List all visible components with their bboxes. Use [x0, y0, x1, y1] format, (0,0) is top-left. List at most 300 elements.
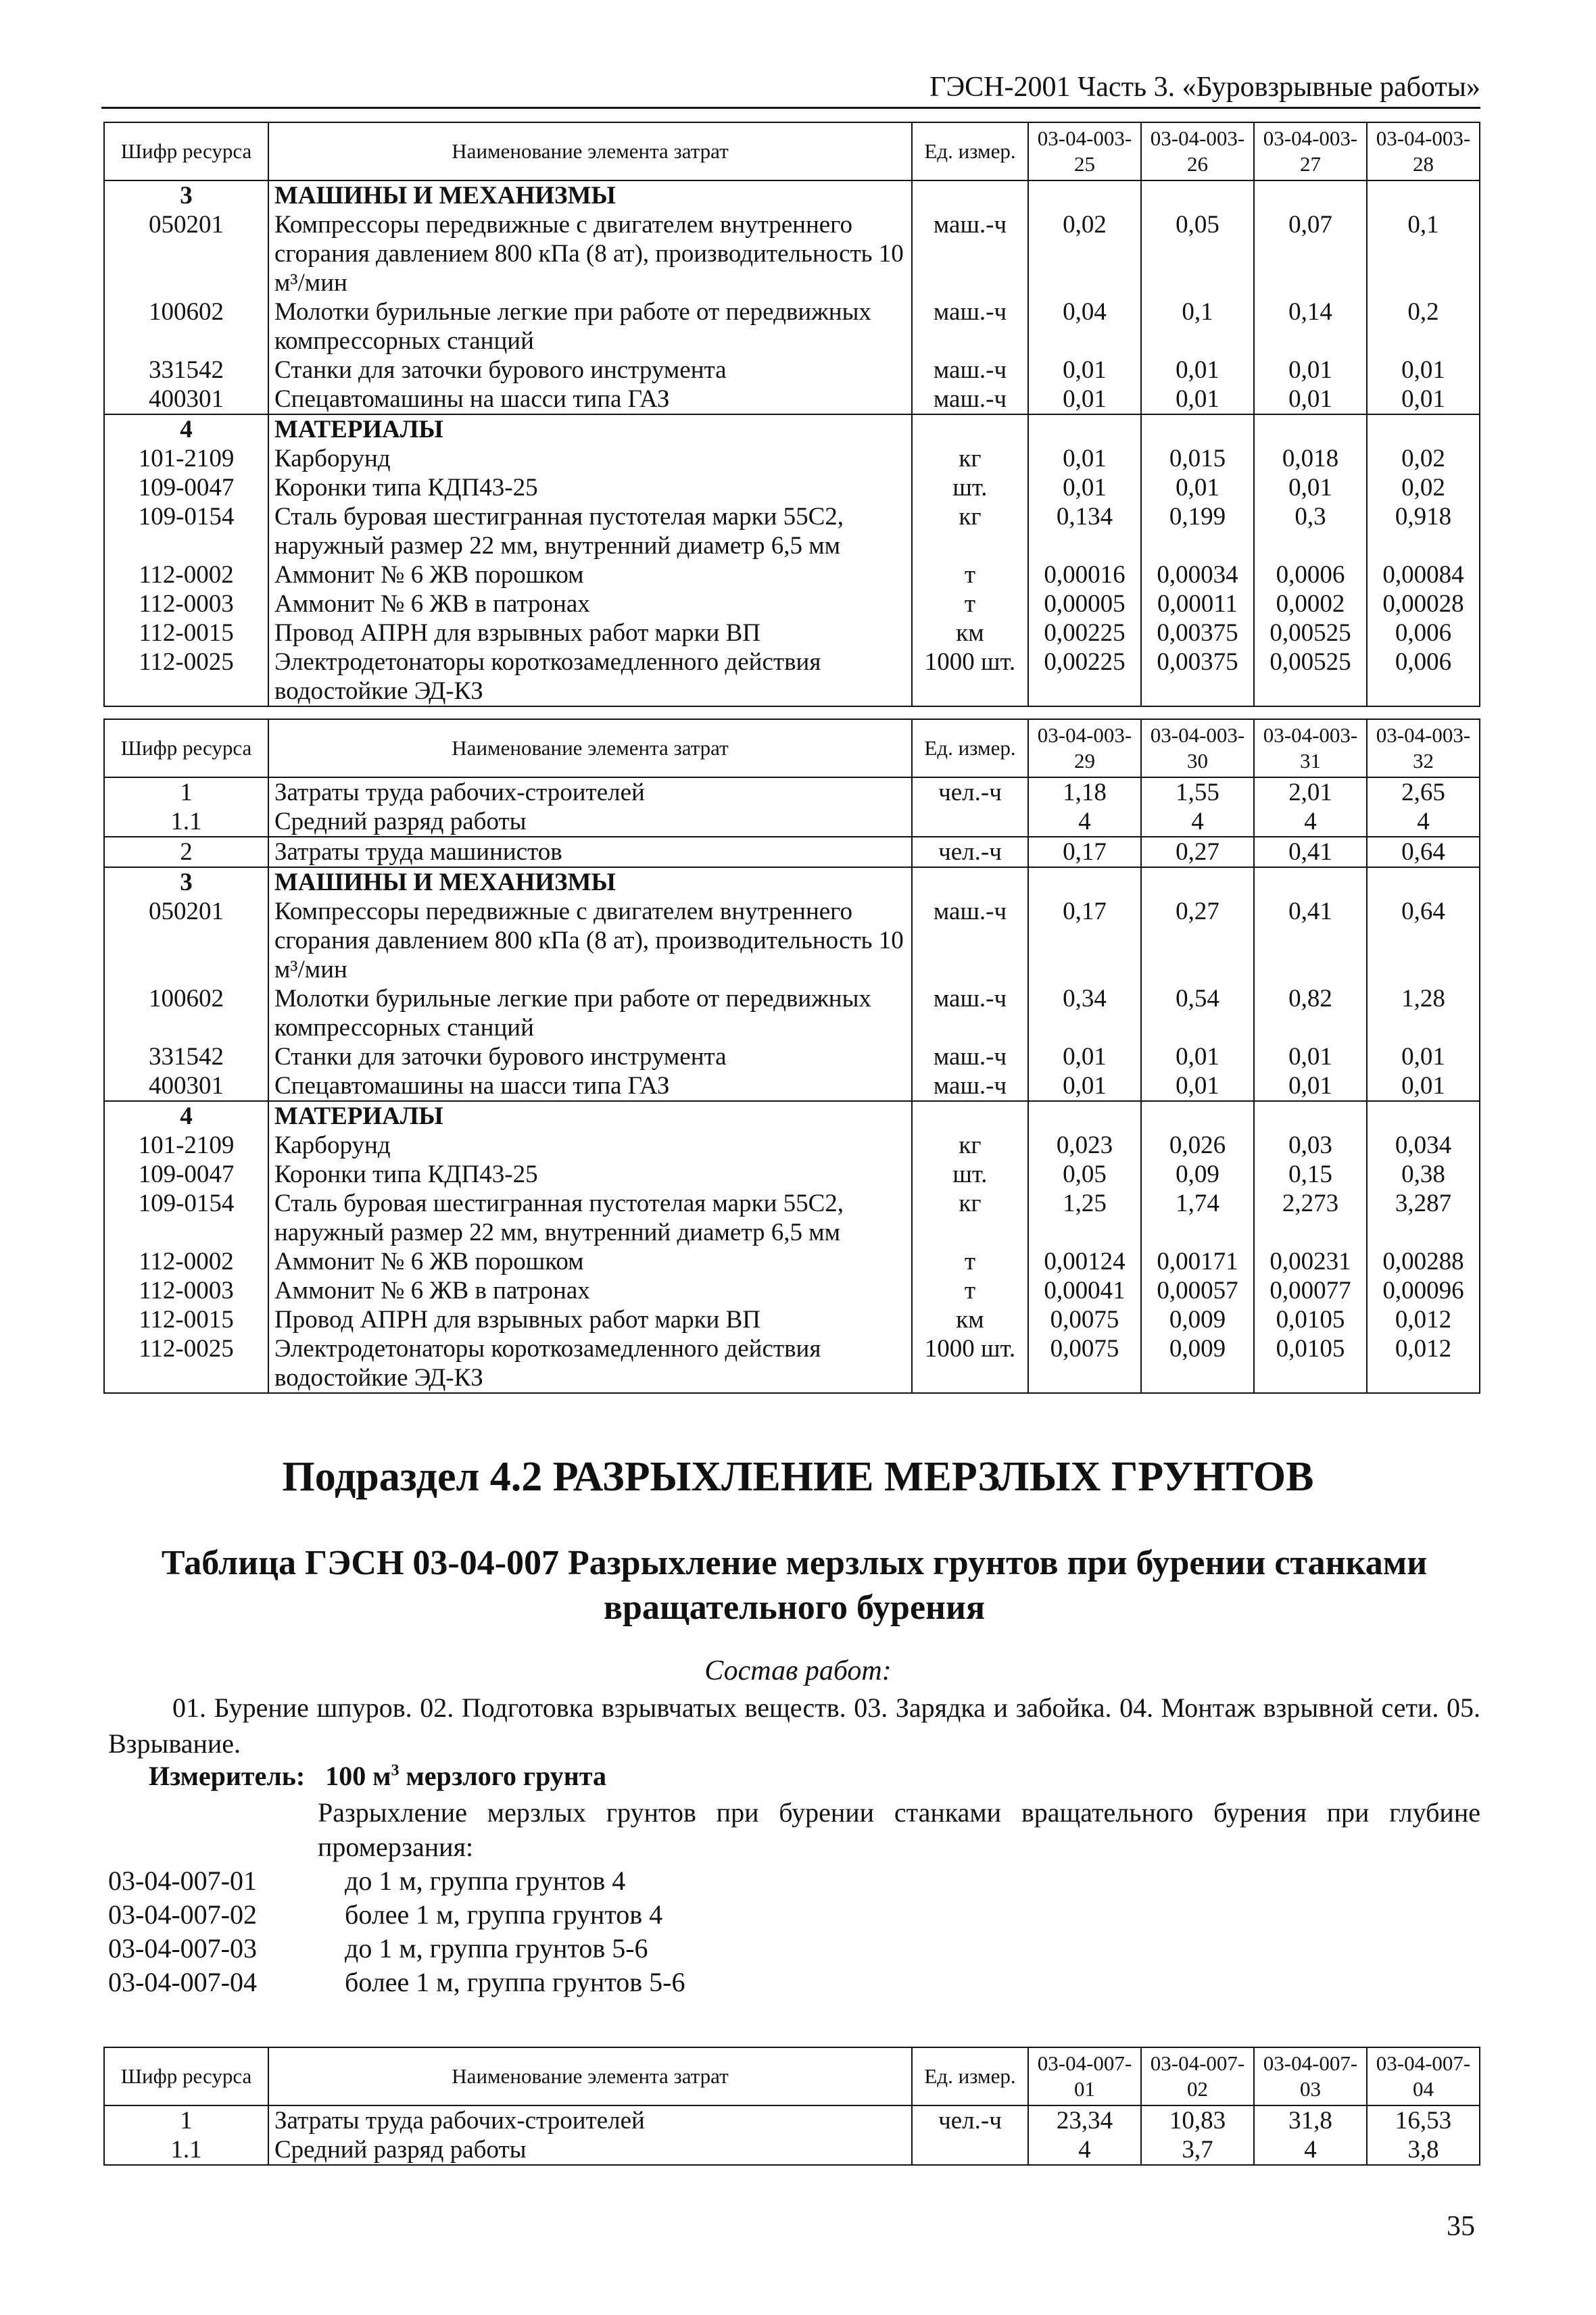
resource-unit: т — [912, 1276, 1028, 1305]
resource-unit: 1000 шт. — [912, 648, 1028, 706]
norm-value: 0,0002 — [1254, 589, 1367, 618]
norm-value — [1367, 867, 1480, 897]
norm-value: 3,287 — [1367, 1189, 1480, 1247]
col-header-norm: 03-04-003-32 — [1367, 719, 1480, 777]
norm-item — [108, 1864, 625, 1898]
norm-value: 0,023 — [1028, 1131, 1141, 1160]
norm-value: 0,01 — [1028, 385, 1141, 414]
norm-value: 0,00124 — [1028, 1247, 1141, 1276]
norm-value: 0,009 — [1141, 1305, 1254, 1334]
resource-name: Электродетонаторы короткозамедленного действия водостойкие ЭД-КЗ — [268, 648, 912, 706]
norm-value: 0,17 — [1028, 897, 1141, 984]
norm-value: 0,03 — [1254, 1131, 1367, 1160]
norm-value: 0,00375 — [1141, 618, 1254, 648]
norm-value: 0,00375 — [1141, 648, 1254, 706]
resource-code: 050201 — [104, 210, 268, 297]
resource-unit: маш.-ч — [912, 356, 1028, 385]
norm-value: 0,00225 — [1028, 648, 1141, 706]
resource-name: Коронки типа КДП43-25 — [268, 1160, 912, 1189]
measurement-unit — [149, 1760, 606, 1792]
resource-name: Электродетонаторы короткозамедленного действия водостойкие ЭД-КЗ — [268, 1334, 912, 1393]
norm-value: 0,09 — [1141, 1160, 1254, 1189]
norm-value: 0,00011 — [1141, 589, 1254, 618]
col-header-norm: 03-04-003-29 — [1028, 719, 1141, 777]
resource-code: 112-0002 — [104, 1247, 268, 1276]
norm-value — [1254, 180, 1367, 210]
resource-unit: т — [912, 560, 1028, 589]
table-row — [104, 473, 1480, 502]
resource-name: Компрессоры передвижные с двигателем внутреннего сгорания давлением 800 кПа (8 ат), производительность 10 м³/мин — [268, 897, 912, 984]
norm-value: 4 — [1254, 2135, 1367, 2165]
resource-code: 1.1 — [104, 2135, 268, 2165]
norm-value: 0,01 — [1141, 1042, 1254, 1071]
norm-value: 0,01 — [1367, 356, 1480, 385]
resource-name: Молотки бурильные легкие при работе от передвижных компрессорных станций — [268, 984, 912, 1042]
resource-unit — [912, 414, 1028, 444]
col-header-code: Шифр ресурса — [104, 719, 268, 777]
table-row — [104, 356, 1480, 385]
resource-code: 400301 — [104, 1071, 268, 1101]
section-row — [104, 414, 1480, 444]
table-row — [104, 2135, 1480, 2165]
resource-unit: чел.-ч — [912, 2105, 1028, 2135]
norm-value: 1,74 — [1141, 1189, 1254, 1247]
norm-value: 0,01 — [1254, 356, 1367, 385]
norm-value — [1141, 180, 1254, 210]
table-row — [104, 1042, 1480, 1071]
resource-name: Затраты труда рабочих-строителей — [268, 2105, 912, 2135]
resource-unit: км — [912, 1305, 1028, 1334]
page-number: 35 — [1447, 2211, 1475, 2242]
norm-value: 0,026 — [1141, 1131, 1254, 1160]
col-header-name: Наименование элемента затрат — [268, 719, 912, 777]
col-header-norm: 03-04-003-25 — [1028, 122, 1141, 180]
norm-value: 0,01 — [1028, 444, 1141, 473]
norm-value: 0,006 — [1367, 648, 1480, 706]
norm-value: 0,01 — [1141, 385, 1254, 414]
resource-name: Спецавтомашины на шасси типа ГАЗ — [268, 1071, 912, 1101]
norm-text: до 1 м, группа грунтов 4 — [345, 1866, 626, 1896]
table-row — [104, 618, 1480, 648]
norm-value: 2,65 — [1367, 777, 1480, 807]
table-row — [104, 837, 1480, 867]
resource-name: Станки для заточки бурового инструмента — [268, 1042, 912, 1071]
norm-value: 0,00171 — [1141, 1247, 1254, 1276]
norm-value: 0,01 — [1141, 473, 1254, 502]
resource-unit: маш.-ч — [912, 297, 1028, 356]
norm-value: 0,02 — [1367, 473, 1480, 502]
norm-value: 0,2 — [1367, 297, 1480, 356]
resource-unit: чел.-ч — [912, 837, 1028, 867]
resource-code: 1 — [104, 777, 268, 807]
resource-name: Карборунд — [268, 1131, 912, 1160]
norm-item — [108, 1898, 662, 1932]
norm-value: 0,01 — [1367, 385, 1480, 414]
norm-value: 0,0105 — [1254, 1305, 1367, 1334]
resource-code: 331542 — [104, 1042, 268, 1071]
norm-code: 03-04-007-04 — [108, 1967, 257, 1997]
norm-value: 0,05 — [1028, 1160, 1141, 1189]
table-row — [104, 1071, 1480, 1101]
norm-value: 0,27 — [1141, 897, 1254, 984]
norm-value: 0,01 — [1367, 1042, 1480, 1071]
table-header-row — [104, 2047, 1480, 2105]
table-row — [104, 1276, 1480, 1305]
norm-text: более 1 м, группа грунтов 5-6 — [345, 1967, 685, 1997]
norm-value: 2,273 — [1254, 1189, 1367, 1247]
resource-code: 331542 — [104, 356, 268, 385]
norm-value: 0,00077 — [1254, 1276, 1367, 1305]
norm-value: 0,00525 — [1254, 648, 1367, 706]
resource-name: Сталь буровая шестигранная пустотелая марки 55С2, наружный размер 22 мм, внутренний диаметр 6,5 мм — [268, 502, 912, 560]
resource-unit: маш.-ч — [912, 1071, 1028, 1101]
norm-value: 0,0075 — [1028, 1305, 1141, 1334]
resource-code: 101-2109 — [104, 1131, 268, 1160]
norm-value: 0,27 — [1141, 837, 1254, 867]
norm-value: 0,04 — [1028, 297, 1141, 356]
resource-name: Станки для заточки бурового инструмента — [268, 356, 912, 385]
norm-value: 0,034 — [1367, 1131, 1480, 1160]
norm-value: 0,38 — [1367, 1160, 1480, 1189]
resource-unit: т — [912, 1247, 1028, 1276]
resource-name: Аммонит № 6 ЖВ в патронах — [268, 1276, 912, 1305]
resource-name: Аммонит № 6 ЖВ в патронах — [268, 589, 912, 618]
table-row — [104, 1160, 1480, 1189]
norm-value: 0,0006 — [1254, 560, 1367, 589]
resource-name: Молотки бурильные легкие при работе от передвижных компрессорных станций — [268, 297, 912, 356]
norm-value: 0,01 — [1367, 1071, 1480, 1101]
norm-value: 4 — [1254, 807, 1367, 837]
resource-unit: шт. — [912, 473, 1028, 502]
resource-table-007-01-04 — [103, 2047, 1480, 2166]
norm-value: 0,00057 — [1141, 1276, 1254, 1305]
norm-value: 0,01 — [1028, 473, 1141, 502]
resource-name: Аммонит № 6 ЖВ порошком — [268, 1247, 912, 1276]
resource-name: Средний разряд работы — [268, 807, 912, 837]
norm-value: 0,01 — [1254, 473, 1367, 502]
section-row — [104, 1101, 1480, 1131]
resource-code: 109-0154 — [104, 502, 268, 560]
table-row — [104, 1305, 1480, 1334]
norm-value: 1,25 — [1028, 1189, 1141, 1247]
resource-unit — [912, 2135, 1028, 2165]
table-row — [104, 502, 1480, 560]
norm-value: 0,15 — [1254, 1160, 1367, 1189]
resource-code: 112-0003 — [104, 1276, 268, 1305]
meter-sup: 3 — [391, 1761, 400, 1780]
norm-value: 0,01 — [1141, 1071, 1254, 1101]
norm-value — [1367, 1101, 1480, 1131]
resource-name: Затраты труда машинистов — [268, 837, 912, 867]
norm-value: 0,00084 — [1367, 560, 1480, 589]
norm-code: 03-04-007-01 — [108, 1866, 257, 1896]
table-row — [104, 210, 1480, 297]
resource-name: МАШИНЫ И МЕХАНИЗМЫ — [268, 180, 912, 210]
resource-code: 112-0003 — [104, 589, 268, 618]
col-header-norm: 03-04-007-01 — [1028, 2047, 1141, 2105]
resource-code: 112-0015 — [104, 1305, 268, 1334]
table-row — [104, 807, 1480, 837]
norm-value: 0,54 — [1141, 984, 1254, 1042]
resource-code: 112-0025 — [104, 648, 268, 706]
norm-value: 0,00016 — [1028, 560, 1141, 589]
norm-value: 31,8 — [1254, 2105, 1367, 2135]
norm-value: 0,01 — [1254, 1042, 1367, 1071]
work-composition-text: 01. Бурение шпуров. 02. Подготовка взрывчатых веществ. 03. Зарядка и забойка. 04. Монтаж взрывной сети. 05. Взрывание. — [108, 1692, 1480, 1759]
resource-name: МАТЕРИАЛЫ — [268, 1101, 912, 1131]
col-header-norm: 03-04-003-31 — [1254, 719, 1367, 777]
norm-value: 0,1 — [1141, 297, 1254, 356]
running-header: ГЭСН-2001 Часть 3. «Буровзрывные работы» — [101, 68, 1480, 109]
norm-value — [1367, 180, 1480, 210]
norm-value: 0,00288 — [1367, 1247, 1480, 1276]
norm-value: 0,199 — [1141, 502, 1254, 560]
resource-unit — [912, 867, 1028, 897]
resource-name: Провод АПРН для взрывных работ марки ВП — [268, 618, 912, 648]
table-row — [104, 297, 1480, 356]
norm-value: 2,01 — [1254, 777, 1367, 807]
norm-value: 4 — [1028, 2135, 1141, 2165]
table-row — [104, 2105, 1480, 2135]
resource-unit: кг — [912, 1189, 1028, 1247]
norm-value: 0,17 — [1028, 837, 1141, 867]
norm-value: 0,41 — [1254, 837, 1367, 867]
norm-value: 0,015 — [1141, 444, 1254, 473]
resource-name: Компрессоры передвижные с двигателем внутреннего сгорания давлением 800 кПа (8 ат), производительность 10 м³/мин — [268, 210, 912, 297]
section-row — [104, 180, 1480, 210]
norm-value: 0,05 — [1141, 210, 1254, 297]
norm-value: 0,0105 — [1254, 1334, 1367, 1393]
table-row — [104, 648, 1480, 706]
norm-value: 0,01 — [1028, 356, 1141, 385]
norm-value: 0,14 — [1254, 297, 1367, 356]
meter-value: 100 м — [325, 1761, 391, 1791]
resource-unit: маш.-ч — [912, 1042, 1028, 1071]
col-header-unit: Ед. измер. — [912, 122, 1028, 180]
resource-unit: кг — [912, 502, 1028, 560]
norm-value: 0,01 — [1028, 1071, 1141, 1101]
norm-value: 0,02 — [1367, 444, 1480, 473]
resource-code: 4 — [104, 1101, 268, 1131]
resource-code: 050201 — [104, 897, 268, 984]
resource-code: 3 — [104, 180, 268, 210]
norm-value: 0,07 — [1254, 210, 1367, 297]
norm-value: 0,82 — [1254, 984, 1367, 1042]
norm-value: 0,00041 — [1028, 1276, 1141, 1305]
resource-name: МАТЕРИАЛЫ — [268, 414, 912, 444]
norm-text: до 1 м, группа грунтов 5-6 — [345, 1933, 648, 1964]
section-row — [104, 867, 1480, 897]
resource-unit: маш.-ч — [912, 385, 1028, 414]
norm-description: Разрыхление мерзлых грунтов при бурении станками вращательного бурения при глубине промерзания: — [318, 1797, 1480, 1862]
col-header-unit: Ед. измер. — [912, 2047, 1028, 2105]
resource-unit: т — [912, 589, 1028, 618]
norm-value: 0,64 — [1367, 897, 1480, 984]
norm-value: 0,00525 — [1254, 618, 1367, 648]
resource-name: Сталь буровая шестигранная пустотелая марки 55С2, наружный размер 22 мм, внутренний диаметр 6,5 мм — [268, 1189, 912, 1247]
col-header-norm: 03-04-003-26 — [1141, 122, 1254, 180]
resource-code: 400301 — [104, 385, 268, 414]
table-body — [104, 2105, 1480, 2165]
norm-value: 23,34 — [1028, 2105, 1141, 2135]
col-header-norm: 03-04-003-27 — [1254, 122, 1367, 180]
norm-value — [1028, 1101, 1141, 1131]
norm-value: 3,8 — [1367, 2135, 1480, 2165]
norm-value: 4 — [1367, 807, 1480, 837]
resource-code: 112-0002 — [104, 560, 268, 589]
norm-value: 0,00225 — [1028, 618, 1141, 648]
norm-value: 0,918 — [1367, 502, 1480, 560]
resource-code: 112-0015 — [104, 618, 268, 648]
norm-value: 3,7 — [1141, 2135, 1254, 2165]
table-header-row — [104, 122, 1480, 180]
resource-name: Спецавтомашины на шасси типа ГАЗ — [268, 385, 912, 414]
norm-value: 0,006 — [1367, 618, 1480, 648]
resource-unit: маш.-ч — [912, 897, 1028, 984]
col-header-norm: 03-04-007-03 — [1254, 2047, 1367, 2105]
table-row — [104, 589, 1480, 618]
norm-value: 1,28 — [1367, 984, 1480, 1042]
resource-unit: маш.-ч — [912, 210, 1028, 297]
resource-name: Аммонит № 6 ЖВ порошком — [268, 560, 912, 589]
col-header-code: Шифр ресурса — [104, 122, 268, 180]
work-composition-label: Состав работ: — [704, 1655, 892, 1686]
norm-value: 1,55 — [1141, 777, 1254, 807]
norm-value: 4 — [1028, 807, 1141, 837]
norm-value: 0,0075 — [1028, 1334, 1141, 1393]
norm-value: 0,01 — [1254, 1071, 1367, 1101]
table-header-row — [104, 719, 1480, 777]
norm-value: 0,3 — [1254, 502, 1367, 560]
norm-value: 0,41 — [1254, 897, 1367, 984]
norm-value: 0,009 — [1141, 1334, 1254, 1393]
resource-unit: кг — [912, 1131, 1028, 1160]
resource-code: 3 — [104, 867, 268, 897]
norm-value — [1141, 1101, 1254, 1131]
norm-value: 0,00028 — [1367, 589, 1480, 618]
meter-label: Измеритель: — [149, 1761, 306, 1791]
norm-value — [1028, 867, 1141, 897]
norm-value — [1367, 414, 1480, 444]
resource-code: 100602 — [104, 984, 268, 1042]
resource-unit: кг — [912, 444, 1028, 473]
norm-value — [1254, 414, 1367, 444]
norm-value: 0,01 — [1254, 385, 1367, 414]
col-header-unit: Ед. измер. — [912, 719, 1028, 777]
norm-item — [108, 1932, 648, 1966]
norm-value: 1,18 — [1028, 777, 1141, 807]
norm-value — [1141, 867, 1254, 897]
resource-code: 1.1 — [104, 807, 268, 837]
table-row — [104, 385, 1480, 414]
resource-name: Провод АПРН для взрывных работ марки ВП — [268, 1305, 912, 1334]
norm-value: 0,34 — [1028, 984, 1141, 1042]
norm-value: 10,83 — [1141, 2105, 1254, 2135]
resource-table-003-25-28 — [103, 122, 1480, 707]
norm-value: 0,012 — [1367, 1305, 1480, 1334]
resource-unit: маш.-ч — [912, 984, 1028, 1042]
resource-unit — [912, 807, 1028, 837]
resource-code: 4 — [104, 414, 268, 444]
table-row — [104, 897, 1480, 984]
table-row — [104, 1131, 1480, 1160]
table-body — [104, 777, 1480, 1393]
table-row — [104, 1189, 1480, 1247]
resource-code: 1 — [104, 2105, 268, 2135]
norm-value: 0,02 — [1028, 210, 1141, 297]
norm-value — [1028, 414, 1141, 444]
norm-value — [1254, 1101, 1367, 1131]
col-header-norm: 03-04-003-28 — [1367, 122, 1480, 180]
table-body — [104, 180, 1480, 706]
resource-code: 101-2109 — [104, 444, 268, 473]
subsection-title: Подраздел 4.2 РАЗРЫХЛЕНИЕ МЕРЗЛЫХ ГРУНТОВ — [282, 1454, 1314, 1500]
table-row — [104, 560, 1480, 589]
table-title: Таблица ГЭСН 03-04-007 Разрыхление мерзлых грунтов при бурении станками вращательного бурения — [161, 1544, 1428, 1627]
resource-unit: 1000 шт. — [912, 1334, 1028, 1393]
resource-code: 112-0025 — [104, 1334, 268, 1393]
norm-value: 4 — [1141, 807, 1254, 837]
table-row — [104, 984, 1480, 1042]
resource-name: Коронки типа КДП43-25 — [268, 473, 912, 502]
col-header-name: Наименование элемента затрат — [268, 122, 912, 180]
norm-value — [1028, 180, 1141, 210]
norm-text: более 1 м, группа грунтов 4 — [345, 1899, 663, 1930]
resource-unit: чел.-ч — [912, 777, 1028, 807]
norm-value: 0,134 — [1028, 502, 1141, 560]
resource-code: 109-0047 — [104, 1160, 268, 1189]
table-row — [104, 777, 1480, 807]
norm-value: 0,00096 — [1367, 1276, 1480, 1305]
norm-value: 0,01 — [1028, 1042, 1141, 1071]
norm-value: 0,01 — [1141, 356, 1254, 385]
table-row — [104, 444, 1480, 473]
norm-item — [108, 1966, 685, 1999]
resource-unit: шт. — [912, 1160, 1028, 1189]
resource-unit — [912, 1101, 1028, 1131]
resource-name: Затраты труда рабочих-строителей — [268, 777, 912, 807]
resource-code: 100602 — [104, 297, 268, 356]
col-header-code: Шифр ресурса — [104, 2047, 268, 2105]
resource-table-003-29-32 — [103, 718, 1480, 1394]
norm-value: 16,53 — [1367, 2105, 1480, 2135]
norm-value — [1141, 414, 1254, 444]
meter-rest: мерзлого грунта — [399, 1761, 606, 1791]
norm-value: 0,018 — [1254, 444, 1367, 473]
resource-name: МАШИНЫ И МЕХАНИЗМЫ — [268, 867, 912, 897]
resource-name: Средний разряд работы — [268, 2135, 912, 2165]
norm-code: 03-04-007-03 — [108, 1933, 257, 1964]
norm-value: 0,00034 — [1141, 560, 1254, 589]
col-header-name: Наименование элемента затрат — [268, 2047, 912, 2105]
col-header-norm: 03-04-003-30 — [1141, 719, 1254, 777]
table-row — [104, 1334, 1480, 1393]
resource-name: Карборунд — [268, 444, 912, 473]
col-header-norm: 03-04-007-04 — [1367, 2047, 1480, 2105]
norm-value: 0,64 — [1367, 837, 1480, 867]
resource-code: 109-0154 — [104, 1189, 268, 1247]
norm-value: 0,00005 — [1028, 589, 1141, 618]
table-row — [104, 1247, 1480, 1276]
resource-unit — [912, 180, 1028, 210]
col-header-norm: 03-04-007-02 — [1141, 2047, 1254, 2105]
resource-code: 2 — [104, 837, 268, 867]
norm-value: 0,1 — [1367, 210, 1480, 297]
norm-value: 0,00231 — [1254, 1247, 1367, 1276]
resource-unit: км — [912, 618, 1028, 648]
norm-value — [1254, 867, 1367, 897]
norm-code: 03-04-007-02 — [108, 1899, 257, 1930]
